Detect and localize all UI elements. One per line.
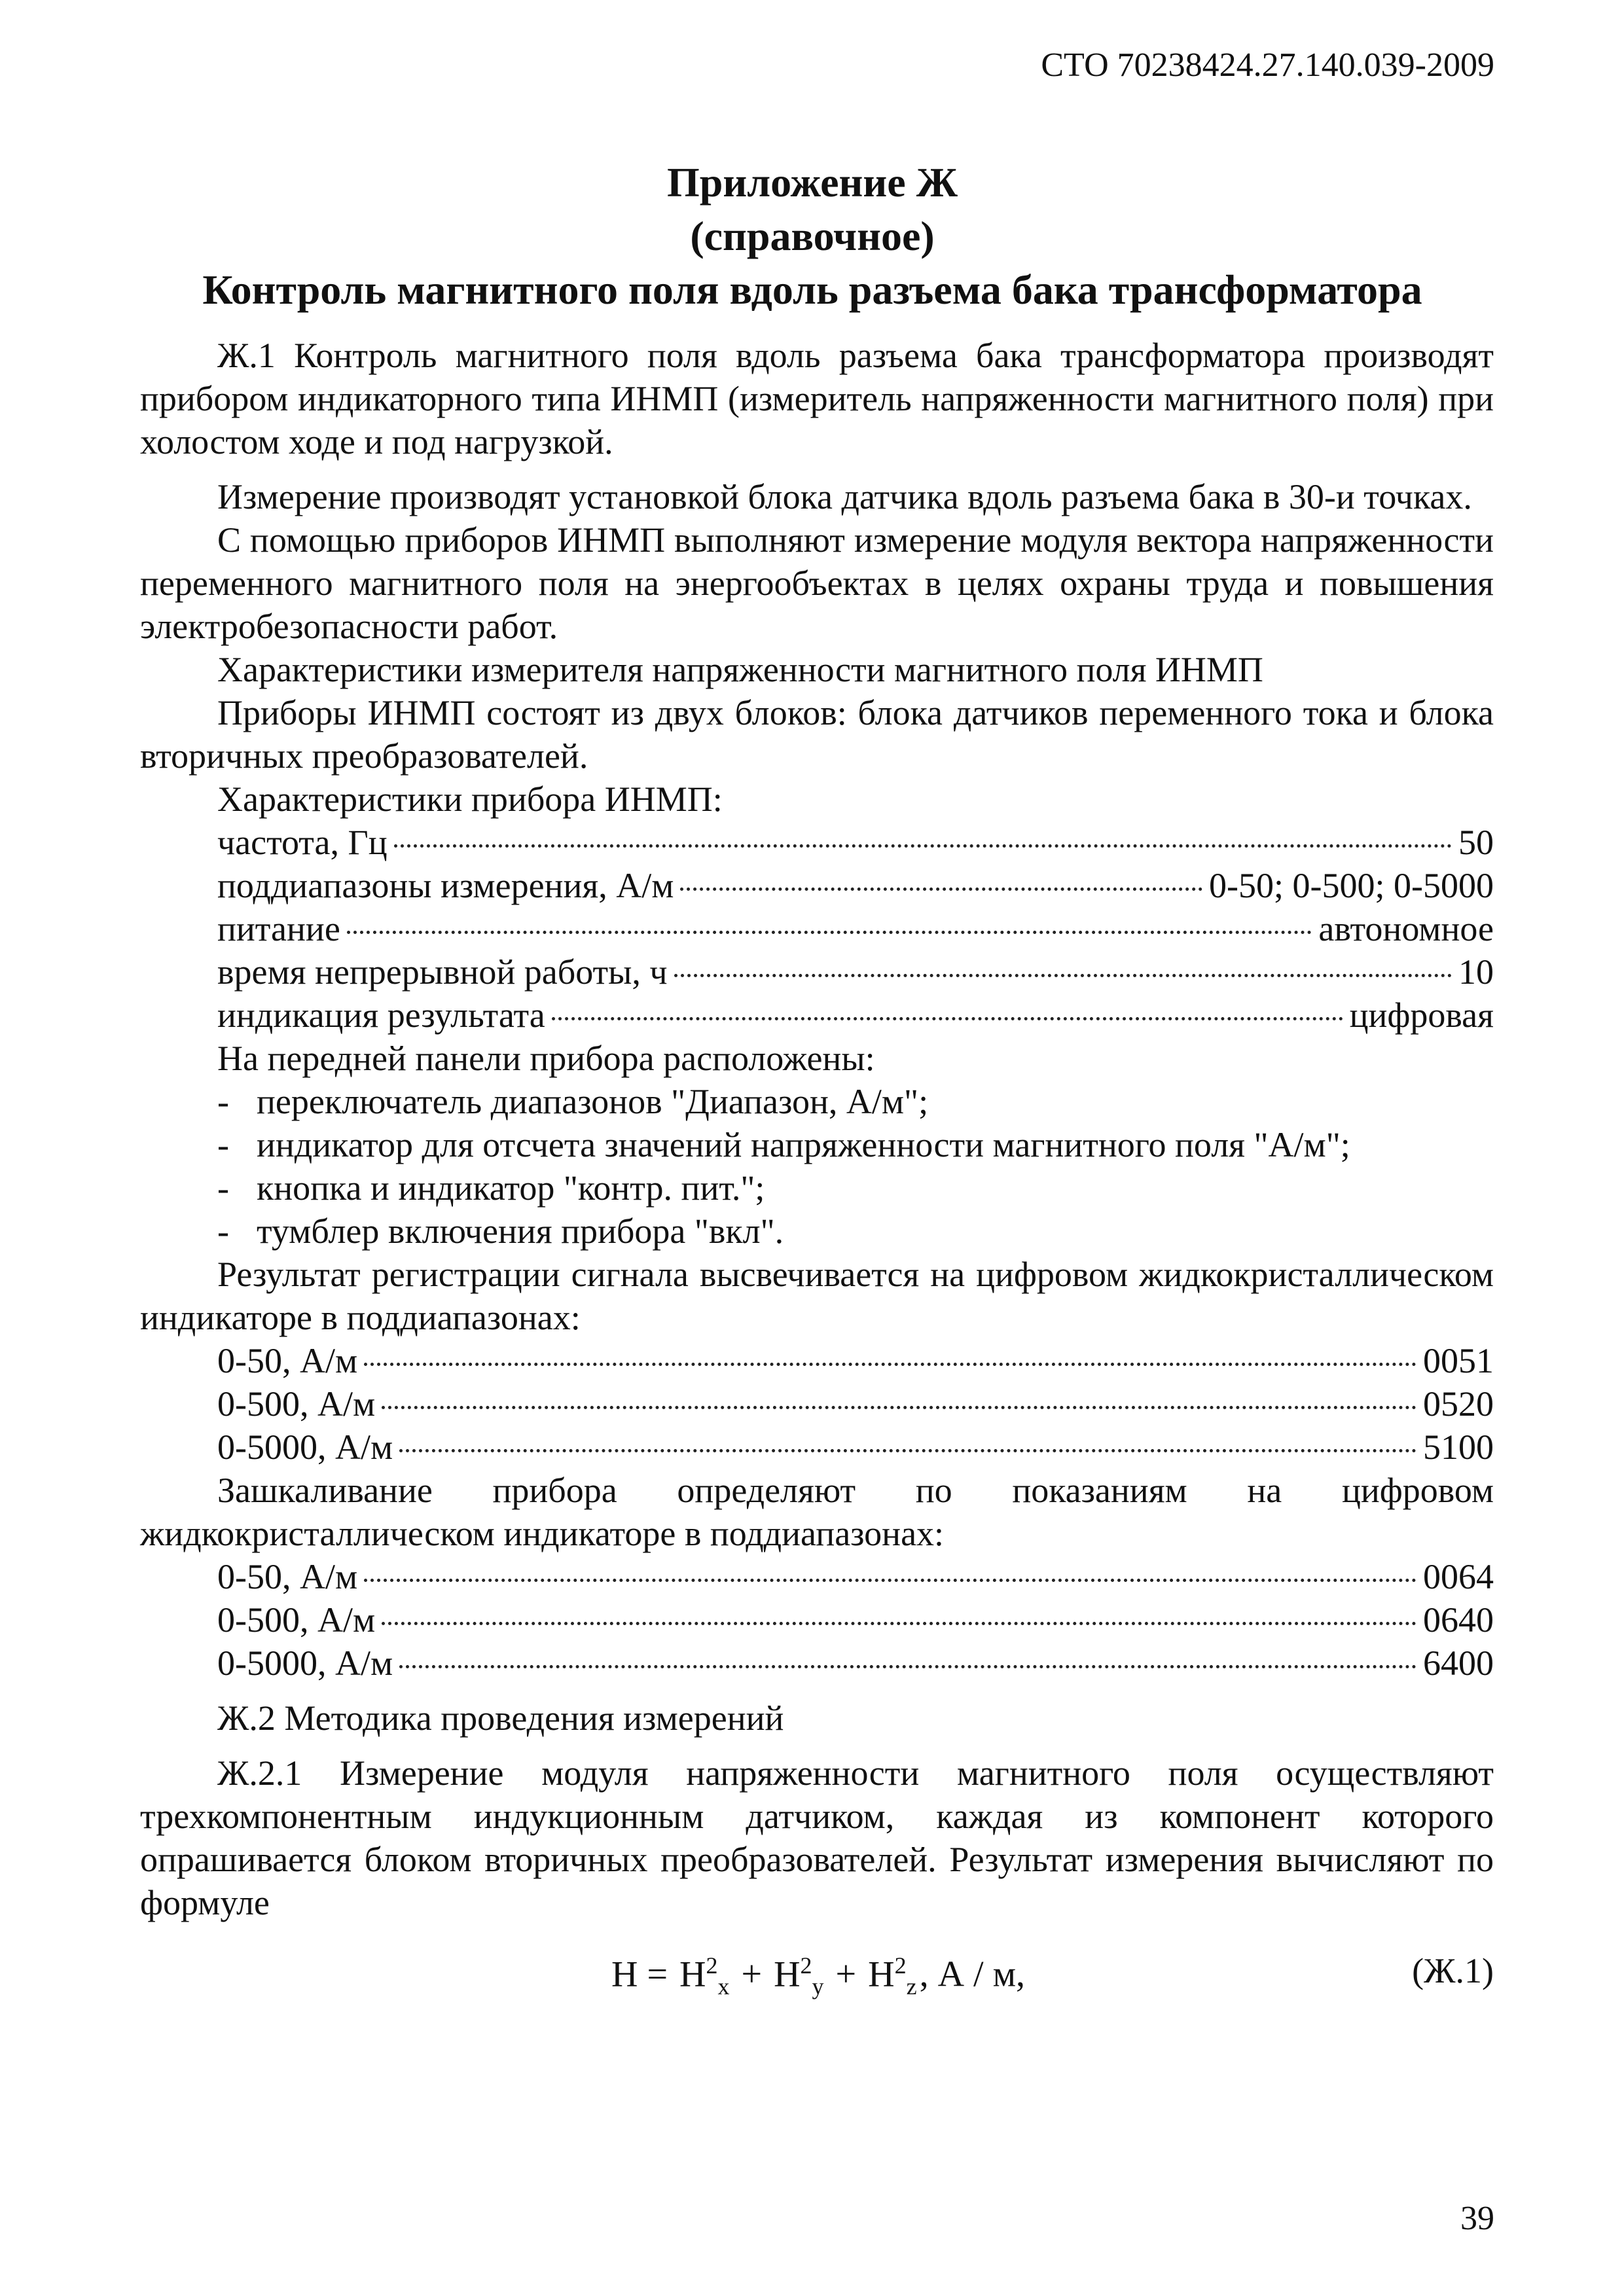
range-row <box>140 1382 1494 1426</box>
range-value: 0640 <box>1423 1600 1494 1640</box>
front-panel-heading: На передней панели прибора расположены: <box>217 1039 875 1078</box>
list-item-text: индикатор для отсчета значений напряженности магнитного поля "А/м"; <box>257 1125 1350 1164</box>
range-value: 0051 <box>1423 1341 1494 1380</box>
spec-row <box>140 950 1494 994</box>
range-label: 0-500, А/м <box>217 1600 376 1640</box>
formula-subscript: x <box>717 1973 730 2000</box>
page-number: 39 <box>1460 2200 1494 2237</box>
formula-equals: = <box>647 1954 668 1995</box>
method-heading: Ж.2 Методика проведения измерений <box>217 1698 784 1738</box>
appendix-subtitle: (справочное) <box>690 213 935 259</box>
paragraph-zh1: Ж.1 Контроль магнитного поля вдоль разъема бака трансформатора производят прибором индикаторного типа ИНМП (измеритель напряженности магнитного поля) при холостом ходе и под нагрузкой. <box>140 336 1494 461</box>
spec-row <box>140 821 1494 864</box>
range-row <box>140 1641 1494 1685</box>
formula-units: , А / м, <box>919 1954 1026 1995</box>
range-value: 5100 <box>1423 1427 1494 1467</box>
specs-heading: Характеристики прибора ИНМП: <box>217 780 723 819</box>
dash-marker: - <box>217 1125 229 1164</box>
formula-term-x <box>679 1944 729 2008</box>
list-item <box>140 1123 1494 1166</box>
dot-leader <box>382 1406 1416 1409</box>
spec-label: индикация результата <box>217 996 545 1035</box>
formula-base: H <box>774 1954 801 1995</box>
formula-exponent: 2 <box>800 1952 812 1979</box>
paragraph-blocks: Приборы ИНМП состоят из двух блоков: блока датчиков переменного тока и блока вторичных преобразователей. <box>140 693 1494 776</box>
dot-leader <box>364 1579 1416 1582</box>
overscale-list <box>140 1555 1494 1685</box>
list-item <box>140 1210 1494 1253</box>
range-label: 0-5000, А/м <box>217 1427 393 1467</box>
spec-value: цифровая <box>1349 996 1494 1035</box>
dash-marker: - <box>217 1211 229 1251</box>
formula-lhs: H <box>611 1954 638 1995</box>
dot-leader <box>399 1665 1416 1668</box>
dot-leader <box>394 844 1452 848</box>
spec-label: питание <box>217 909 340 948</box>
paragraph-overscale: Зашкаливание прибора определяют по показаниям на цифровом жидкокристаллическом индикаторе в поддиапазонах: <box>140 1471 1494 1553</box>
paragraph-purpose: С помощью приборов ИНМП выполняют измерение модуля вектора напряженности переменного магнитного поля на энергообъектах в целях охраны труда и повышения электробезопасности работ. <box>140 520 1494 646</box>
formula-exponent: 2 <box>706 1952 718 1979</box>
spec-row <box>140 864 1494 907</box>
range-label: 0-50, А/м <box>217 1557 358 1596</box>
dot-leader <box>382 1622 1416 1625</box>
equation-number: (Ж.1) <box>1412 1951 1494 1990</box>
body-text <box>140 334 1494 2003</box>
formula-base: H <box>868 1954 895 1995</box>
appendix-title <box>131 156 1494 317</box>
range-row <box>140 1339 1494 1382</box>
list-item <box>140 1166 1494 1210</box>
dash-marker: - <box>217 1168 229 1208</box>
range-row <box>140 1598 1494 1641</box>
list-item-text: кнопка и индикатор "контр. пит."; <box>257 1168 765 1208</box>
dot-leader <box>680 888 1202 891</box>
paragraph-registration: Результат регистрации сигнала высвечивается на цифровом жидкокристаллическом индикаторе в поддиапазонах: <box>140 1255 1494 1337</box>
spec-value: автономное <box>1318 909 1494 948</box>
characteristics-heading: Характеристики измерителя напряженности магнитного поля ИНМП <box>217 650 1263 689</box>
formula-base: H <box>679 1954 706 1995</box>
list-item-text: тумблер включения прибора "вкл". <box>257 1211 784 1251</box>
dot-leader <box>347 931 1312 934</box>
spec-row <box>140 994 1494 1037</box>
front-panel-list <box>140 1080 1494 1253</box>
spec-value: 0-50; 0-500; 0-5000 <box>1209 866 1494 905</box>
list-item-text: переключатель диапазонов "Диапазон, А/м"; <box>257 1082 929 1121</box>
spec-label: частота, Гц <box>217 823 388 862</box>
range-label: 0-5000, А/м <box>217 1643 393 1683</box>
range-value: 6400 <box>1423 1643 1494 1683</box>
spec-value: 10 <box>1458 952 1494 992</box>
range-row <box>140 1426 1494 1469</box>
dot-leader <box>399 1449 1416 1452</box>
formula-plus: + <box>741 1954 763 1995</box>
dot-leader <box>552 1017 1343 1020</box>
range-value: 0520 <box>1423 1384 1494 1424</box>
spec-row <box>140 907 1494 950</box>
list-item <box>140 1080 1494 1123</box>
formula-subscript: y <box>812 1973 824 2000</box>
range-label: 0-50, А/м <box>217 1341 358 1380</box>
range-value: 0064 <box>1423 1557 1494 1596</box>
formula-term-y <box>774 1944 823 2008</box>
formula-subscript: z <box>906 1973 917 2000</box>
appendix-heading: Контроль магнитного поля вдоль разъема бака трансформатора <box>202 266 1422 313</box>
range-label: 0-500, А/м <box>217 1384 376 1424</box>
spec-label: время непрерывной работы, ч <box>217 952 668 992</box>
document-code: СТО 70238424.27.140.039-2009 <box>1041 46 1494 84</box>
dot-leader <box>364 1363 1416 1366</box>
specs-list <box>140 821 1494 1037</box>
dot-leader <box>674 974 1452 977</box>
paragraph-method: Ж.2.1 Измерение модуля напряженности магнитного поля осуществляют трехкомпонентным индукционным датчиком, каждая из компонент которого опрашивается блоком вторичных преобразователей. Результат измерения вычисляют по формуле <box>140 1753 1494 1922</box>
registration-list <box>140 1339 1494 1469</box>
appendix-title-line: Приложение Ж <box>667 159 958 206</box>
formula-exponent: 2 <box>894 1952 907 1979</box>
spec-label: поддиапазоны измерения, А/м <box>217 866 674 905</box>
formula-term-z <box>868 1944 916 2008</box>
range-row <box>140 1555 1494 1598</box>
spec-value: 50 <box>1458 823 1494 862</box>
formula <box>611 1944 1025 2008</box>
dash-marker: - <box>217 1082 229 1121</box>
formula-row <box>140 1931 1494 2003</box>
paragraph-measurement: Измерение производят установкой блока датчика вдоль разъема бака в 30-и точках. <box>217 477 1472 516</box>
formula-plus: + <box>835 1954 857 1995</box>
